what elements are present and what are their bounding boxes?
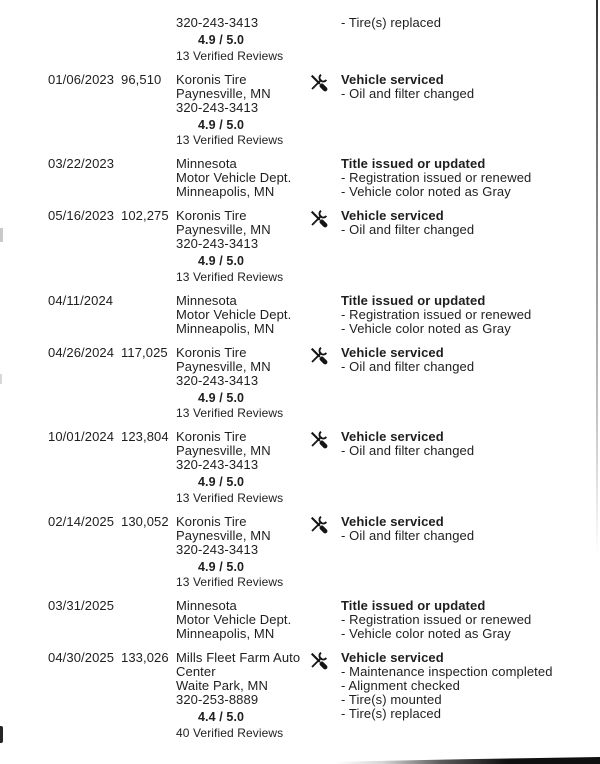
record-detail-line: - Tire(s) replaced [341,706,442,721]
record-mileage: 133,026 [121,650,169,665]
record-date: 01/06/2023 [48,71,115,87]
provider-line: 320-243-3413 [176,99,259,115]
scan-artifact-left-smudge [0,374,2,384]
provider-line: Paynesville, MN [176,527,271,543]
record-icon-cell [308,346,341,366]
scan-artifact-right-edge-line [596,0,598,555]
provider-line: Paynesville, MN [176,85,271,101]
provider-line: Paynesville, MN [176,443,271,458]
service-record-row [0,515,600,590]
record-detail-line: - Vehicle color noted as Gray [341,320,511,336]
provider-line: Minneapolis, MN [176,626,275,641]
service-record-row [0,430,600,505]
record-event-title: Title issued or updated [341,292,486,308]
record-date: 04/30/2025 [48,650,115,665]
record-detail-line: - Oil and filter changed [341,85,475,101]
service-record-row [0,16,600,63]
record-event-title: Title issued or updated [341,598,486,613]
provider-rating: 4.9 / 5.0 [198,33,245,47]
provider-line: 320-243-3413 [176,372,259,388]
record-date: 03/31/2025 [48,598,115,613]
record-mileage: 96,510 [121,71,162,87]
record-details [341,346,600,374]
record-details [341,16,600,30]
provider-review-count: 13 Verified Reviews [176,490,284,505]
record-detail-line: - Oil and filter changed [341,222,475,237]
service-tools-icon [308,345,329,366]
service-tools-icon [308,208,329,229]
record-detail-line: - Vehicle color noted as Gray [341,184,511,199]
record-provider [176,294,308,336]
scan-artifact-bottom-bar [335,757,600,764]
provider-rating: 4.9 / 5.0 [198,117,245,132]
provider-line: Motor Vehicle Dept. [176,306,292,322]
record-event-title: Vehicle serviced [341,513,444,529]
service-record-row [0,346,600,421]
provider-rating: 4.9 / 5.0 [198,390,245,405]
service-record-row [0,209,600,284]
record-mileage: 123,804 [121,429,169,444]
record-event-title: Vehicle serviced [341,208,444,223]
title-record-row [0,157,600,199]
record-provider [176,209,308,284]
provider-rating: 4.9 / 5.0 [198,559,245,574]
record-icon-cell [308,515,341,535]
record-event-title: Vehicle serviced [341,650,444,665]
provider-line: Motor Vehicle Dept. [176,170,292,185]
record-provider [176,16,308,63]
record-icon-cell [308,209,341,229]
record-mileage: 117,025 [121,344,168,360]
record-provider [176,599,308,641]
provider-line: Koronis Tire [176,208,247,223]
provider-rating: 4.4 / 5.0 [198,710,245,724]
record-provider [176,346,308,421]
record-provider [176,73,308,148]
provider-line: Minneapolis, MN [176,184,275,199]
provider-review-count: 13 Verified Reviews [176,575,284,589]
record-icon-cell [308,430,341,450]
records-list [0,16,600,750]
record-details [341,294,600,336]
provider-review-count: 40 Verified Reviews [176,725,284,740]
provider-review-count: 13 Verified Reviews [176,48,284,63]
service-tools-icon [308,72,329,93]
provider-line: Motor Vehicle Dept. [176,612,292,627]
provider-line: 320-243-3413 [176,457,259,472]
service-record-row [0,651,600,740]
record-details [341,209,600,237]
record-details [341,73,600,101]
provider-line: Minneapolis, MN [176,320,275,336]
record-details [341,515,600,543]
record-date: 05/16/2023 [48,208,115,223]
record-details [341,157,600,199]
provider-line: 320-243-3413 [176,15,259,30]
record-detail-line: - Registration issued or renewed [341,612,532,627]
provider-line: Waite Park, MN [176,678,268,693]
record-date: 04/11/2024 [48,292,114,308]
provider-line: Koronis Tire [176,71,247,87]
record-provider [176,651,308,740]
record-details [341,430,600,458]
provider-line: Minnesota [176,598,237,613]
record-detail-line: - Oil and filter changed [341,358,475,374]
scan-artifact-left-mark [0,726,3,743]
record-event-title: Vehicle serviced [341,71,444,87]
record-provider [176,430,308,505]
record-date: 03/22/2023 [48,156,115,171]
service-tools-icon [308,429,329,450]
provider-review-count: 13 Verified Reviews [176,406,284,420]
provider-line: Koronis Tire [176,429,247,444]
provider-review-count: 13 Verified Reviews [176,269,284,284]
provider-line: Minnesota [176,292,237,308]
provider-rating: 4.9 / 5.0 [198,475,245,489]
title-record-row [0,294,600,336]
service-tools-icon [308,650,329,671]
provider-line: Paynesville, MN [176,222,271,237]
scan-artifact-left-smudge [0,228,3,242]
record-detail-line: - Tire(s) mounted [341,692,442,707]
provider-line: Paynesville, MN [176,358,271,374]
record-icon-cell [308,651,341,671]
record-detail-line: - Registration issued or renewed [341,306,532,322]
provider-line: 320-243-3413 [176,541,259,557]
record-event-title: Vehicle serviced [341,344,444,360]
service-record-row [0,73,600,148]
record-detail-line: - Oil and filter changed [341,443,475,458]
record-date: 10/01/2024 [48,429,115,444]
record-detail-line: - Maintenance inspection completed [341,664,553,679]
provider-line: 320-253-8889 [176,692,259,707]
provider-rating: 4.9 / 5.0 [198,254,245,268]
provider-line: Mills Fleet Farm Auto [176,650,301,665]
title-record-row [0,599,600,641]
record-detail-line: - Tire(s) replaced [341,15,442,30]
record-provider [176,515,308,590]
record-detail-line: - Vehicle color noted as Gray [341,626,511,641]
record-provider [176,157,308,199]
record-mileage: 130,052 [121,513,169,529]
provider-line: Center [176,664,216,679]
record-event-title: Vehicle serviced [341,429,444,444]
record-detail-line: - Alignment checked [341,678,460,693]
provider-line: 320-243-3413 [176,236,259,251]
record-icon-cell [308,73,341,93]
record-details [341,599,600,641]
record-mileage: 102,275 [121,208,169,223]
record-event-title: Title issued or updated [341,156,486,171]
provider-review-count: 13 Verified Reviews [176,133,284,147]
provider-line: Koronis Tire [176,344,247,360]
service-tools-icon [308,514,329,535]
provider-line: Minnesota [176,156,237,171]
provider-line: Koronis Tire [176,513,247,529]
record-detail-line: - Registration issued or renewed [341,170,532,185]
record-date: 02/14/2025 [48,513,115,529]
record-date: 04/26/2024 [48,344,115,360]
record-details [341,651,600,721]
record-detail-line: - Oil and filter changed [341,527,475,543]
